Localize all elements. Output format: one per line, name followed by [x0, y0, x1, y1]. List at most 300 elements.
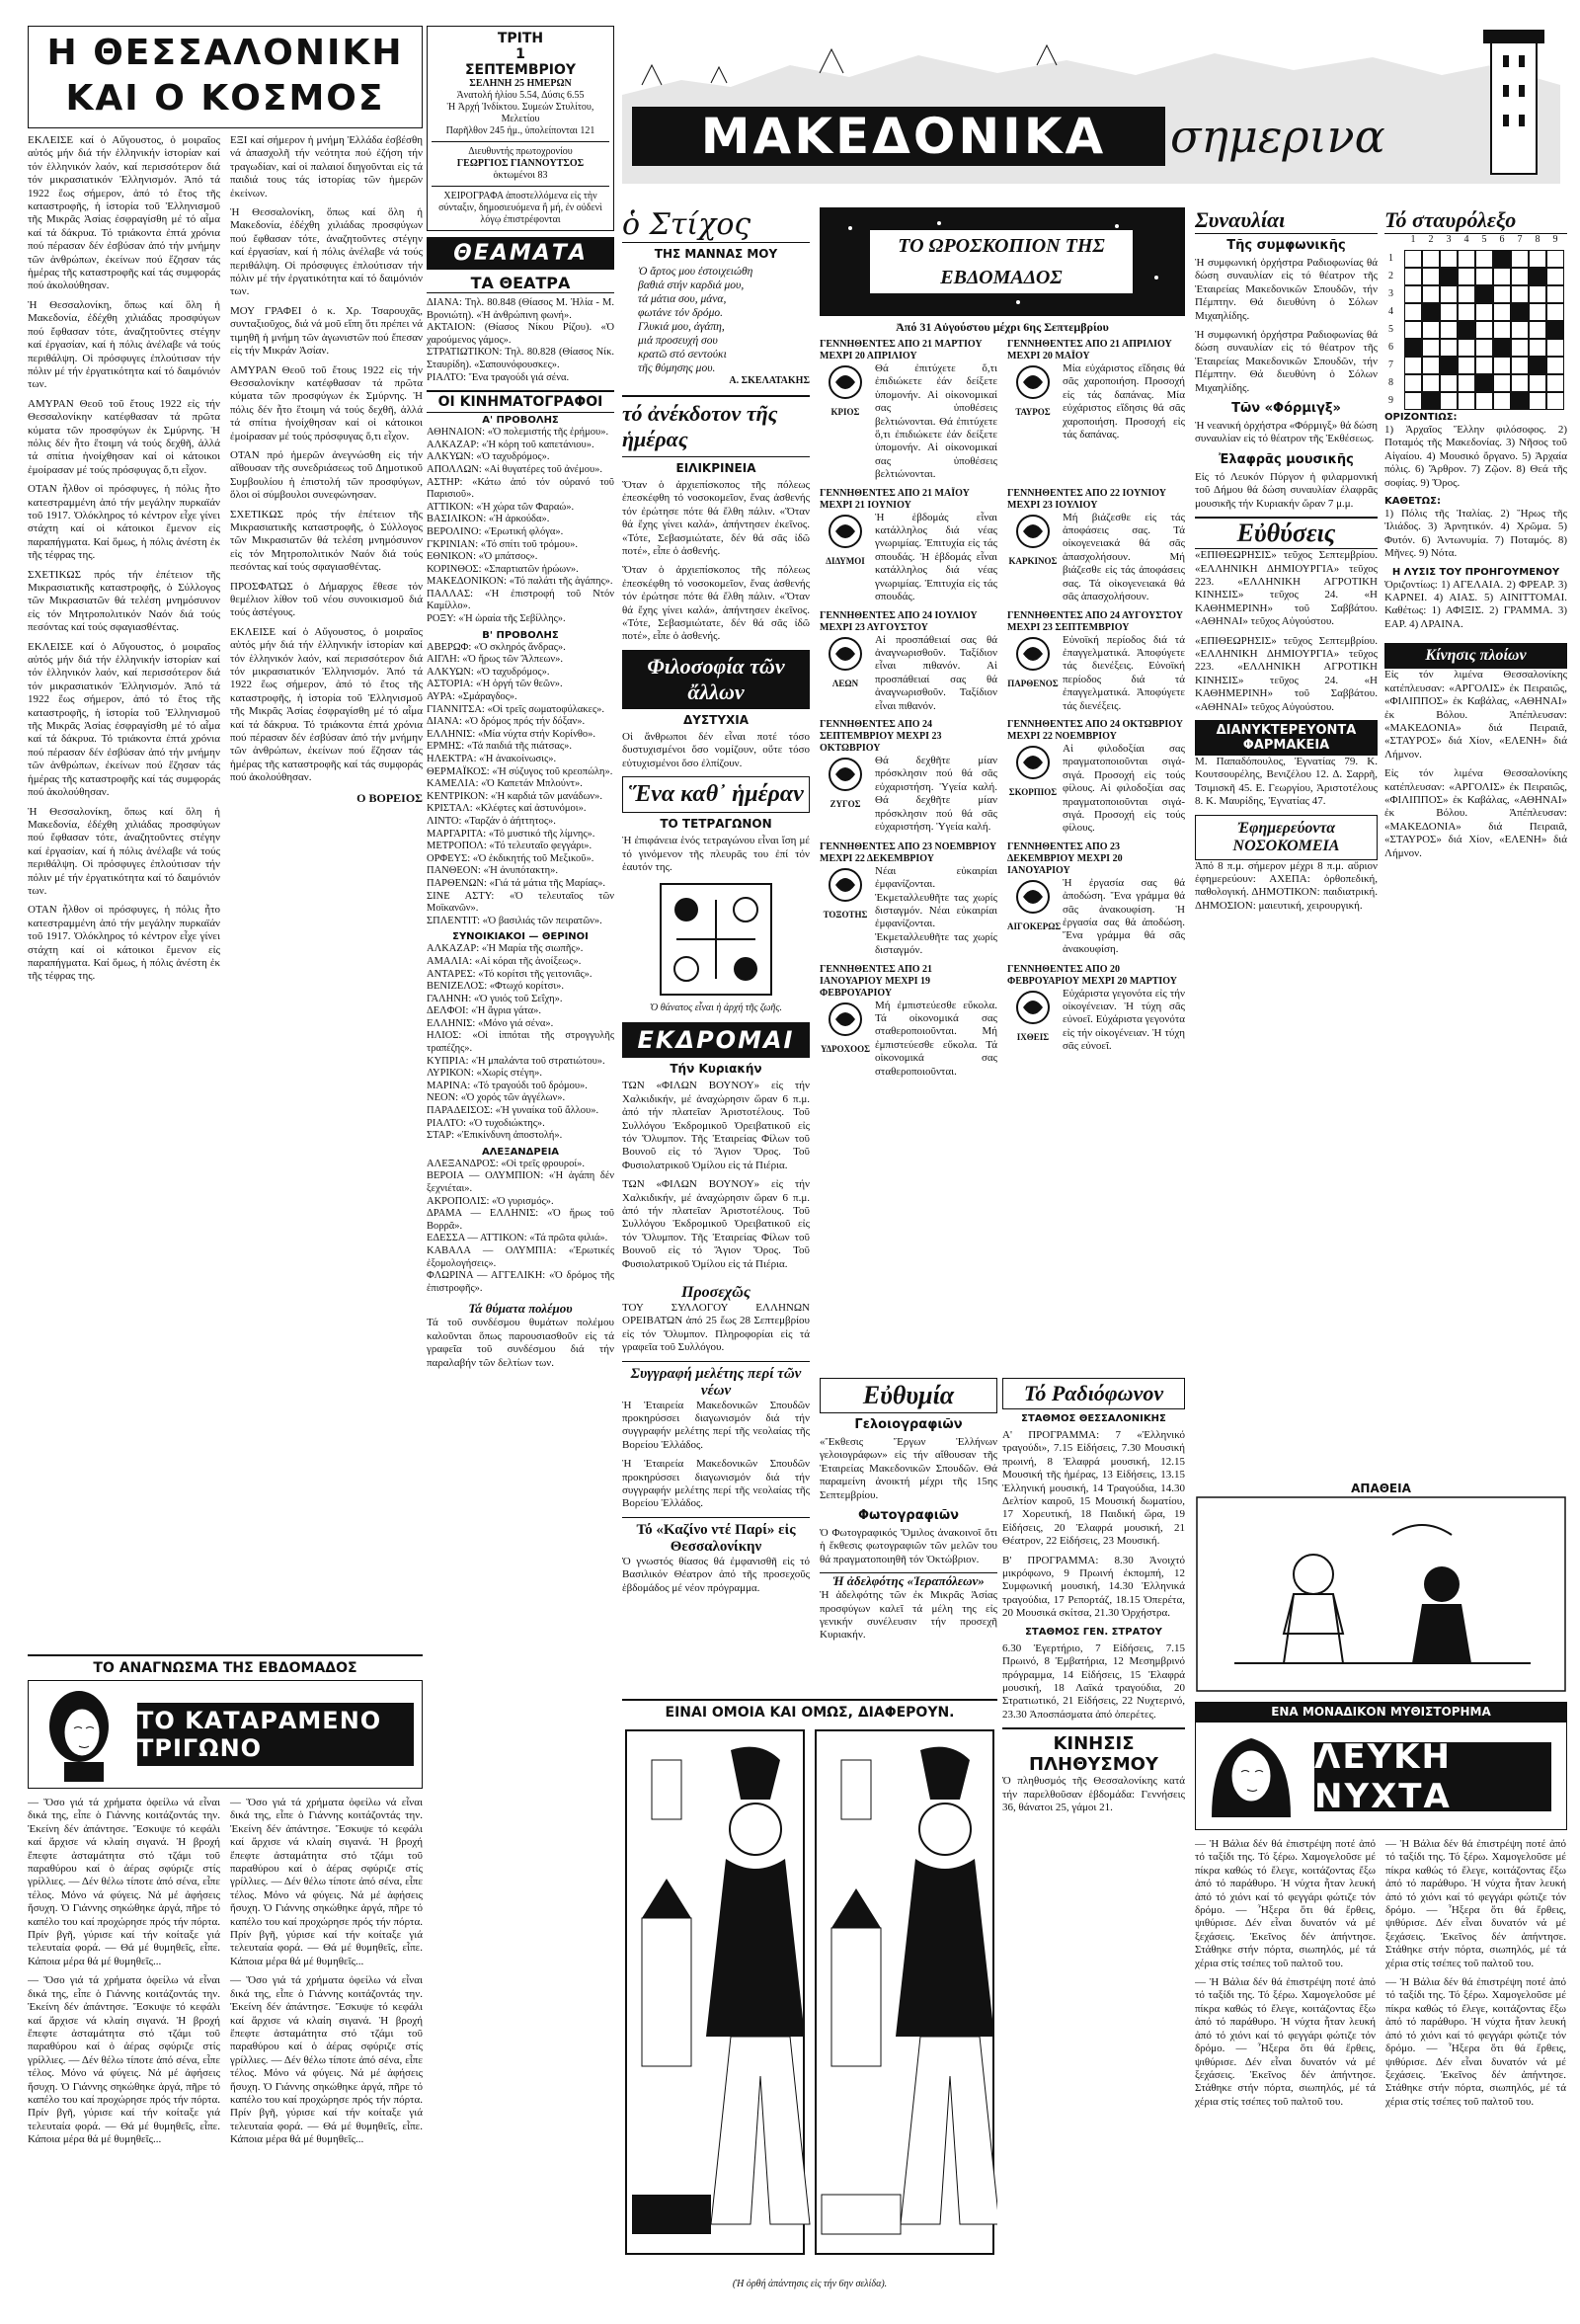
cinema-listing: ΚΡΙΣΤΑΛ: «Κλέφτες καί ἀστυνόμοι». — [427, 803, 587, 815]
radio-program: Β' ΠΡΟΓΡΑΜΜΑ: 8.30 Ἀνοιχτό μικρόφωνο, 9 Πρωινή ἐκπομπή, 12 Συμφωνική μουσική, 14.30 Ἑλληνικά τραγούδια, 17 Ρεπορτάζ, 18.15 Ὀπερέτα, 20 Μουσικά σκίτσα, 21.30 Ὀρχήστρα. — [1002, 1554, 1185, 1620]
date-number: 1 — [515, 46, 525, 62]
crossword-cell[interactable] — [1493, 392, 1511, 410]
front-title-line2: ΚΑΙ Ο ΚΟΣΜΟΣ — [65, 78, 385, 119]
novel-text: — Ἡ Βάλια δέν θά ἐπιστρέψη ποτέ ἀπό τό ταξίδι της. Τό ξέρω. Χαμογελοῦσε μέ πίκρα καθώς τό ἔλεγε, κοιτάζοντας ἔξω ἀπό τό παράθυρο. Ἡ νύχτα ἦταν λευκή ἀπό τό χιόνι καί τό φεγγάρι φώτιζε τόν δρόμο. — Ἦξερα ὅτι θά ἔρθεις, ψιθύρισε. Δέν εἶναι δυνατόν νά μέ ξεχάσεις. Ἐκεῖνος δέν ἀπήντησε. Στάθηκε στήν πόρτα, σιωπηλός, μέ τά χέρια στίς τσέπες τοῦ παλτοῦ του. — [1195, 1838, 1376, 1969]
study-text: Ἡ Ἑταιρεία Μακεδονικῶν Σπουδῶν προκηρύσσει διαγωνισμόν διά τήν συγγραφήν μελέτης περί τῆς νεολαίας τῆς Βορείου Ἑλλάδος. — [622, 1399, 810, 1451]
crossword-column-number: 6 — [1499, 234, 1505, 245]
war-victims-heading: Τά θύματα πολέμου — [468, 1301, 573, 1317]
sign-text: Εὐχάριστα γεγονότα εἰς τήν οἰκογένειαν. Ἡ τύχη σᾶς εὐνοεῖ. Εὐχάριστα γεγονότα εἰς τήν οἰκογένειαν. Ἡ τύχη σᾶς εὐνοεῖ. — [1063, 987, 1185, 1053]
verse-line: φωτάνε τόν δρόμο. — [638, 307, 724, 319]
crossword-row-number: 2 — [1388, 271, 1393, 281]
manuscripts-note: ΧΕΙΡΟΓΡΑΦΑ ἀποστελλόμενα εἰς τὴν σύνταξιν, δημοσιευόμενα ἢ μή, ἐν οὐδενὶ λόγῳ ἐπιστρέφονται — [438, 191, 602, 225]
horoscope-sign — [820, 719, 997, 836]
crossword-cell[interactable] — [1529, 392, 1546, 410]
cinema-listing: ΗΛΕΚΤΡΑ: «Ἡ ἀνακοίνωσις». — [427, 754, 557, 764]
cinemas-local-label: ΣΥΝΟΙΚΙΑΚΟΙ — ΘΕΡΙΝΟΙ — [452, 931, 589, 943]
crossword-column-number: 7 — [1517, 234, 1523, 245]
radio-station-1: ΣΤΑΘΜΟΣ ΘΕΣΣΑΛΟΝΙΚΗΣ — [1021, 1413, 1166, 1424]
cinema-listing: ΑΥΡΑ: «Σμάραγδος». — [427, 691, 517, 703]
horoscope-sign — [820, 339, 997, 482]
crossword-row-number: 7 — [1388, 360, 1393, 370]
crossword-row-number: 4 — [1388, 306, 1393, 317]
crossword-cell[interactable] — [1422, 250, 1440, 268]
cartoon-title: ΕΙΝΑΙ ΟΜΟΙΑ ΚΑΙ ΟΜΩΣ, ΔΙΑΦΕΡΟΥΝ. — [622, 1699, 997, 1721]
ships-text: Εἰς τόν λιμένα Θεσσαλονίκης κατέπλευσαν: «ΑΡΓΟΛΙΣ» ἐκ Πειραιῶς, «ΦΙΛΙΠΠΟΣ» ἐκ Καβάλας, «ΑΘΗΝΑΙ» ἐκ Βόλου. Ἀπέπλευσαν: «ΜΑΚΕΔΟΝΙΑ» διά Πειραιᾶ, «ΣΤΑΥΡΟΣ» διά Χίον, «ΕΛΕΝΗ» διά Λήμνον. — [1384, 669, 1567, 761]
across-heading: ΟΡΙΖΟΝΤΙΩΣ: — [1384, 412, 1458, 423]
crossword-cell[interactable] — [1529, 250, 1546, 268]
crossword-cells — [1404, 250, 1564, 410]
front-paragraph: ΟΤΑΝ ἦλθον οἱ πρόσφυγες, ἡ πόλις ἦτο κατεστραμμένη ἀπό τήν μεγάλην πυρκαϊάν τοῦ 1917. Ὁλόκληρος τό κέντρον εἶχε γίνει στάχτη καί οἱ κάτοικοι ἔμενον εἰς παραπήγματα. Καί ὅμως, ἡ πόλις ἀνέστη ἐκ τῆς τέφρας της. — [28, 904, 220, 983]
zodiac-icon — [1007, 988, 1059, 1054]
saints-info: Ἡ Ἀρχή Ἰνδίκτου. Συμεών Στυλίτου, Μελετίου — [446, 102, 594, 124]
cinemas-heading: ΟΙ ΚΙΝΗΜΑΤΟΓΡΑΦΟΙ — [427, 390, 614, 413]
population-text: Ὁ πληθυσμός τῆς Θεσσαλονίκης κατά τήν παρελθοῦσαν ἑβδομάδα: Γεννήσεις 36, θάνατοι 25, γάμοι 21. — [1002, 1775, 1185, 1813]
verse-line: κρατῶ στό σεντούκι — [638, 349, 727, 361]
serial-title-box — [28, 1680, 423, 1789]
anecdote-text: Ὅταν ὁ ἀρχιεπίσκοπος τῆς πόλεως ἐπεσκέφθη τό νοσοκομεῖον, ἕνας ἀσθενής τόν ἐρώτησε πότε θά ἔλθη πάλιν. «Ὅταν θά ἔχης γίνει καλά», ἀπήντησεν ἐκεῖνος. «Τότε, Σεβασμιώτατε, δέν θά σᾶς ἰδῶ ποτέ», εἶπε ὁ ἀσθενής. — [622, 564, 810, 643]
cinema-listing: ΠΑΡΘΕΝΩΝ: «Γιά τά μάτια τῆς Μαρίας». — [427, 877, 605, 889]
mentions-heading: Εὐθύσεις — [1195, 517, 1378, 549]
crossword-cell[interactable] — [1511, 321, 1529, 339]
crossword-cell[interactable] — [1493, 250, 1511, 268]
radio-heading: Τό Ραδιόφωνον — [1002, 1378, 1185, 1409]
crossword-cell[interactable] — [1511, 285, 1529, 303]
hospitals-text: Ἀπό 8 π.μ. σήμερον μέχρι 8 π.μ. αὔριον ἐφημερεύουν: ΑΧΕΠΑ: ὀρθοπεδική, παθολογική. ΔΗΜΟΤΙΚΟΝ: παιδιατρική. ΔΗΜΟΣΙΟΝ: μαιευτική, χειρουργική. — [1195, 859, 1378, 912]
front-paragraph: ΑΜΥΡΑΝ Θεοῦ τοῦ ἔτους 1922 εἰς τήν Θεσσαλονίκην κατέφθασαν τά πρῶτα κύματα τῶν προσφύγων ἐκ Σμύρνης. Ἡ πόλις δέν ἦτο ἕτοιμη νά τούς δεχθῆ, ἀλλά τά σπίτια ἠνοίχθησαν καί οἱ κάτοικοι ἐμοίρασαν μέ τούς πρόσφυγας ὅ,τι εἶχον. — [28, 397, 220, 476]
cinema-listing: ΑΠΟΛΛΩΝ: «Αἱ θυγατέρες τοῦ ἀνέμου». — [427, 463, 603, 475]
mentions-text: «ΕΠΙΘΕΩΡΗΣΙΣ» τεῦχος Σεπτεμβρίου. «ΕΛΛΗΝΙΚΗ ΔΗΜΙΟΥΡΓΙΑ» τεῦχος 223. «ΕΛΛΗΝΙΚΗ ΑΓΡΟΤΙΚΗ ΚΙΝΗΣΙΣ» τεῦχος 24. «Η ΚΑΘΗΜΕΡΙΝΗ» τοῦ Σαββάτου. «ΑΘΗΝΑΙ» τεῦχος Αὐγούστου. — [1195, 634, 1378, 713]
crossword-cell[interactable] — [1440, 392, 1458, 410]
crossword-cell[interactable] — [1458, 321, 1475, 339]
horoscope-sign — [820, 488, 997, 604]
crossword-cell[interactable] — [1475, 357, 1493, 374]
notices-column — [622, 1284, 810, 1699]
excursions-heading: ΕΚΔΡΟΜΑΙ — [622, 1022, 810, 1058]
radio-section — [1002, 1378, 1185, 1970]
sign-name: ΤΑΥΡΟΣ — [1015, 407, 1051, 417]
cinema-listing: ΑΙΓΛΗ: «Ὁ ἥρως τῶν Ἄλπεων». — [427, 654, 564, 666]
cinema-listing: ΚΑΜΕΛΙΑ: «Ὁ Καπετάν Μπλούντ». — [427, 778, 583, 790]
crossword-cell[interactable] — [1475, 285, 1493, 303]
editor-label: Διευθυντής πρωτοχρονίου — [468, 146, 573, 157]
novel-text: — Ἡ Βάλια δέν θά ἐπιστρέψη ποτέ ἀπό τό ταξίδι της. Τό ξέρω. Χαμογελοῦσε μέ πίκρα καθώς τό ἔλεγε, κοιτάζοντας ἔξω ἀπό τό παράθυρο. Ἡ νύχτα ἦταν λευκή ἀπό τό χιόνι καί τό φεγγάρι φώτιζε τόν δρόμο. — Ἦξερα ὅτι θά ἔρθεις, ψιθύρισε. Δέν εἶναι δυνατόν νά μέ ξεχάσεις. Ἐκεῖνος δέν ἀπήντησε. Στάθηκε στήν πόρτα, σιωπηλός, μέ τά χέρια στίς τσέπες τοῦ παλτοῦ του. — [1385, 1838, 1566, 1969]
cinema-listing: ΜΕΤΡΟΠΟΛ: «Τό τελευταῖο φεγγάρι». — [427, 841, 592, 852]
crossword-cell[interactable] — [1458, 268, 1475, 285]
verse-heading: ὁ Στίχος — [622, 207, 810, 243]
crossword-row-number: 5 — [1388, 324, 1393, 335]
cinema-list — [427, 427, 614, 626]
zodiac-icon — [1007, 362, 1059, 441]
crossword-row-number: 6 — [1388, 342, 1393, 353]
crossword-cell[interactable] — [1458, 339, 1475, 357]
cinema-listing: ΗΛΙΟΣ: «Οἱ ἱππόται τῆς στρογγυλῆς τραπέζης». — [427, 1030, 614, 1055]
sign-text: Εὐνοϊκή περίοδος διά τά ἐπαγγελματικά. Ἀποφύγετε τάς διενέξεις. Εὐνοϊκή περίοδος διά τά ἐπαγγελματικά. Ἀποφύγετε τάς διενέξεις. — [1063, 633, 1185, 712]
cinema-listing: ΑΝΤΑΡΕΣ: «Τό κορίτσι τῆς γειτονιᾶς». — [427, 968, 592, 980]
apathy-title: ΑΠΑΘΕΙΑ — [1351, 1482, 1411, 1495]
study-heading: Συγγραφή μελέτης περί τῶν νέων — [622, 1361, 810, 1400]
crossword-cell[interactable] — [1458, 374, 1475, 392]
sign-dates: ΓΕΝΝΗΘΕΝΤΕΣ ΑΠΟ 23 ΔΕΚΕΜΒΡΙΟΥ ΜΕΧΡΙ 20 ΙΑΝΟΥΑΡΙΟΥ — [1007, 841, 1123, 876]
crossword-cell[interactable] — [1458, 392, 1475, 410]
crossword-cell[interactable] — [1511, 268, 1529, 285]
sign-text: Θά δεχθῆτε μίαν πρόσκλησιν πού θά σᾶς εὐχαριστήση. Ὑγεία καλή. Θά δεχθῆτε μίαν πρόσκλησιν πού θά σᾶς εὐχαριστήση. Ὑγεία καλή. — [875, 754, 997, 833]
crossword-cell[interactable] — [1404, 268, 1422, 285]
theatre-listing: ΔΙΑΝΑ: Τηλ. 80.848 (Θίασος Μ. Ἠλία - Μ. Βρονιώτη). «Ἡ ἀνθρώπινη φωνή». — [427, 297, 614, 321]
sign-dates: ΓΕΝΝΗΘΕΝΤΕΣ ΑΠΟ 21 ΜΑΡΤΙΟΥ ΜΕΧΡΙ 20 ΑΠΡΙΛΙΟΥ — [820, 339, 983, 361]
zodiac-icon — [820, 1000, 871, 1079]
crossword-cell[interactable] — [1422, 303, 1440, 321]
crossword-cell[interactable] — [1511, 357, 1529, 374]
crossword-cell[interactable] — [1475, 321, 1493, 339]
crossword-cell[interactable] — [1475, 339, 1493, 357]
zodiac-icon — [820, 362, 871, 482]
shows-heading: ΘΕΑΜΑΤΑ — [427, 237, 614, 270]
crossword-cell[interactable] — [1529, 268, 1546, 285]
zodiac-icon — [820, 634, 871, 713]
hospitals-heading: Ἐφημερεύοντα ΝΟΣΟΚΟΜΕΙΑ — [1195, 815, 1378, 860]
radio-station-2: ΣΤΑΘΜΟΣ ΓΕΝ. ΣΤΡΑΤΟΥ — [1025, 1626, 1162, 1638]
crossword-cell[interactable] — [1475, 374, 1493, 392]
anecdote-heading: τό ἀνέκδοτον τῆς ἡμέρας — [622, 395, 810, 457]
crossword-cell[interactable] — [1422, 392, 1440, 410]
casino-heading: Τό «Καζίνο ντέ Παρί» εἰς Θεσσαλονίκην — [622, 1517, 810, 1556]
sign-text: Ἡ ἑβδομάς εἶναι κατάλληλος διά νέας γνωριμίας. Ἐπιτυχία εἰς τάς σπουδάς. Ἡ ἑβδομάς εἶναι κατάλληλος διά νέας γνωριμίας. Ἐπιτυχία εἰς τάς σπουδάς. — [875, 511, 997, 603]
ships-heading: Κίνησις πλοίων — [1384, 643, 1567, 669]
crossword-row-numbers — [1388, 250, 1402, 410]
euthymia-heading: Εὐθυμία — [820, 1378, 997, 1413]
photo-text: Ὁ Φωτογραφικός Ὅμιλος ἀνακοινοῖ ὅτι ἡ ἔκθεσις φωτογραφιῶν τῶν μελῶν του θά πραγματοποιηθῆ τόν Ὀκτώβριον. — [820, 1527, 997, 1565]
date-box — [427, 26, 614, 231]
crossword-cell[interactable] — [1422, 268, 1440, 285]
cinema-listing: ΡΟΞΥ: «Ἡ ὡραία τῆς Σεβίλλης». — [427, 613, 566, 625]
serial-text: — Ὅσο γιά τά χρήματα ὀφείλω νά εἶναι δικά της, εἶπε ὁ Γιάννης κοιτάζοντάς την. Ἐκείνη δέν ἀπάντησε. Ἔσκυψε τό κεφάλι καί ἄρχισε νά κλαίη σιγανά. Ἡ βροχή ἔπεφτε ἀσταμάτητα στό τζάμι τοῦ παραθύρου καί ὁ ἀέρας σφύριζε στίς γρίλλιες. — Δέν θέλω τίποτε ἀπό σένα, εἶπε τέλος. Μόνο νά φύγεις. Νά μέ ἀφήσεις ἥσυχη. Ὁ Γιάννης σηκώθηκε ἀργά, πῆρε τό καπέλο του καί προχώρησε πρός τήν πόρτα. Πρίν βγῆ, γύρισε καί τήν κοίταξε γιά τελευταία φορά. — Θά μέ θυμηθεῖς, εἶπε. Κάποια μέρα θά μέ θυμηθεῖς... — [230, 1974, 423, 2146]
crossword-cell[interactable] — [1529, 303, 1546, 321]
cinema-list — [427, 943, 614, 1143]
cinema-listing: ΑΛΚΑΖΑΡ: «Ἡ Μαρία τῆς σιωπῆς». — [427, 943, 584, 955]
solution-text: Ὁριζοντίως: 1) ΑΓΕΛΑΙΑ. 2) ΦΡΕΑΡ. 3) ΚΑΡΝΕΙ. 4) ΑΙΑΣ. 5) ΑΙΝΙΤΤΟΜΑΙ. Καθέτως: 1) ΑΦΙΞΙΣ. 2) ΓΡΑΜΜΑ. 3) ΕΑΡ. 4) ΛΡΑΙΝΑ. — [1384, 578, 1567, 630]
crossword-cell[interactable] — [1529, 321, 1546, 339]
cinema-listing: ΚΕΝΤΡΙΚΟΝ: «Ἡ καρδιά τῶν μανάδων». — [427, 790, 602, 802]
crossword-cell[interactable] — [1546, 285, 1564, 303]
crossword-cell[interactable] — [1475, 250, 1493, 268]
crossword-cell[interactable] — [1422, 357, 1440, 374]
sign-text: Νέαι εὐκαιρίαι ἐμφανίζονται. Ἐκμεταλλευθῆτε τας χωρίς δισταγμόν. Νέαι εὐκαιρίαι ἐμφανίζονται. Ἐκμεταλλευθῆτε τας χωρίς δισταγμόν. — [875, 864, 997, 957]
verse-line: τά μάτια σου, μάνα, — [638, 293, 727, 305]
crossword-cell[interactable] — [1404, 357, 1422, 374]
crossword-cell[interactable] — [1546, 303, 1564, 321]
serial-title: ΤΟ ΚΑΤΑΡΑΜΕΝΟ ΤΡΙΓΩΝΟ — [137, 1703, 414, 1766]
crossword-cell[interactable] — [1546, 357, 1564, 374]
front-paragraph: Ἡ Θεσσαλονίκη, ὅπως καί ὅλη ἡ Μακεδονία, ἐδέχθη χιλιάδας προσφύγων πού ἔφθασαν τότε, ἀναζητοῦντες στέγην καί ἐργασίαν, καί ἡ πόλις ἀνέλαβε νά τούς περιθάλψη. Οἱ πρόσφυγες ἐπλούτισαν τήν πόλιν μέ τήν ἐργατικότητα καί τό δαιμόνιόν των. — [28, 298, 220, 391]
front-paragraph: ΣΧΕΤΙΚΩΣ πρός τήν ἐπέτειον τῆς Μικρασιατικῆς καταστροφῆς, ὁ Σύλλογος τῶν Μικρασιατῶν θά τελέση μνημόσυνον εἰς τόν Μητροπολιτικόν Ναόν διά τούς πεσόντας καί τούς σφαγιασθέντας. — [230, 508, 423, 574]
sign-name: ΚΡΙΟΣ — [830, 407, 860, 417]
cinema-listing: ΓΙΑΝΝΙΤΣΑ: «Οἱ τρεῖς σωματοφύλακες». — [427, 703, 604, 715]
crossword-cell[interactable] — [1529, 357, 1546, 374]
crossword-cell[interactable] — [1440, 339, 1458, 357]
sign-name: ΠΑΡΘΕΝΟΣ — [1007, 678, 1059, 688]
cinema-listing: ΕΡΜΗΣ: «Τά παιδιά τῆς πιάτσας». — [427, 741, 572, 753]
region-listing: ΒΕΡΟΙΑ — ΟΛΥΜΠΙΟΝ: «Ἡ ἀγάπη δέν ξεχνιέται». — [427, 1170, 614, 1194]
cinema-list — [427, 642, 614, 928]
crossword-cell[interactable] — [1475, 303, 1493, 321]
region-listing: ΑΚΡΟΠΟΛΙΣ: «Ὁ γυρισμός». — [427, 1195, 554, 1207]
sign-name: ΤΟΞΟΤΗΣ — [823, 909, 868, 920]
mentions-text: «ΕΠΙΘΕΩΡΗΣΙΣ» τεῦχος Σεπτεμβρίου. «ΕΛΛΗΝΙΚΗ ΔΗΜΙΟΥΡΓΙΑ» τεῦχος 223. «ΕΛΛΗΝΙΚΗ ΑΓΡΟΤΙΚΗ ΚΙΝΗΣΙΣ» τεῦχος 24. «Η ΚΑΘΗΜΕΡΙΝΗ» τοῦ Σαββάτου. «ΑΘΗΝΑΙ» τεῦχος Αὐγούστου. — [1195, 549, 1378, 628]
crossword-cell[interactable] — [1511, 392, 1529, 410]
excursions-text: ΤΩΝ «ΦΙΛΩΝ ΒΟΥΝΟΥ» εἰς τήν Χαλκιδικήν, μέ ἀναχώρησιν ὥραν 6 π.μ. ἀπό τήν πλατεῖαν Ἀριστοτέλους. Τοῦ Συλλόγου Ἐκδρομικοῦ Ὁρειβατικοῦ εἰς τόν Ὄλυμπον. Τῆς Ἐταιρείας Φίλων τοῦ Βουνοῦ εἰς τό Ἅγιον Ὄρος. Τοῦ Φυσιολατρικοῦ Ὁμίλου εἰς τά Πιέρια. — [622, 1178, 810, 1270]
crossword-row-number: 1 — [1388, 253, 1393, 264]
radio-program: Α' ΠΡΟΓΡΑΜΜΑ: 7 «Ἑλληνικό τραγούδι», 7.15 Εἰδήσεις, 7.30 Μουσική πρωινή, 8 Ἐλαφρά μουσική, 12.15 Μουσική τῆς ἡμέρας, 13 Εἰδήσεις, 13.15 Ἑλληνική μουσική, 14 Τραγούδια, 14.30 Δελτίον καιροῦ, 15 Μουσική δωματίου, 17 Χορευτική, 18 Παιδική ὥρα, 19 Εἰδήσεις, 20 Ἐλαφρά μουσική, 21 Θέατρον, 22 Εἰδήσεις, 23 Μουσική. — [1002, 1429, 1185, 1548]
verse-line: βαθιά στήν καρδιά μου, — [638, 280, 745, 291]
woman-portrait-illustration — [35, 1687, 123, 1782]
crossword-cell[interactable] — [1475, 268, 1493, 285]
crossword-cell[interactable] — [1511, 250, 1529, 268]
excursions-sub: Τήν Κυριακήν — [670, 1062, 762, 1077]
theatre-list — [427, 297, 614, 384]
cinema-listing: ΓΚΡΙΝΙΑΝ: «Τό σπίτι τοῦ τρόμου». — [427, 538, 579, 550]
philosophy-title: ΔΥΣΤΥΧΙΑ — [682, 712, 750, 727]
daily-heading: Ἕνα καθ᾽ ἡμέραν — [622, 776, 810, 813]
horoscope-title: ΤΟ ΩΡΟΣΚΟΠΙΟΝ ΤΗΣ ΕΒΔΟΜΑΔΟΣ — [898, 235, 1105, 288]
crossword-cell[interactable] — [1529, 374, 1546, 392]
front-title-box — [28, 26, 423, 128]
population-heading: ΚΙΝΗΣΙΣ ΠΛΗΘΥΣΜΟΥ — [1002, 1727, 1185, 1775]
front-paragraph: ΟΤΑΝ πρό ἡμερῶν ἀνεγνώσθη εἰς τήν αἴθουσαν τῆς συνεδριάσεως τοῦ Δημοτικοῦ Συμβουλίου ἡ ἐπιστολή τῶν προσφύγων, ὅλοι οἱ σύμβουλοι συνεφώνησαν. — [230, 448, 423, 502]
region-listing: ΕΔΕΣΣΑ — ΑΤΤΙΚΟΝ: «Τά πρῶτα φιλιά». — [427, 1233, 608, 1244]
upcoming-text: ΤΟΥ ΣΥΛΛΟΓΟΥ ΕΛΛΗΝΩΝ ΟΡΕΙΒΑΤΩΝ ἀπό 25 ἕως 28 Σεπτεμβρίου εἰς τόν Ὄλυμπον. Πληροφορίαι εἰς τά γραφεῖα τοῦ Συλλόγου. — [622, 1302, 810, 1354]
cinema-listing: ΕΘΝΙΚΟΝ: «Ὁ μπάτσος». — [427, 551, 538, 563]
horoscope-sign — [1007, 339, 1185, 482]
cinema-listing: ΑΘΗΝΑΙΟΝ: «Ὁ πολεμιστής τῆς ἐρήμου». — [427, 427, 609, 439]
crossword-cell[interactable] — [1440, 357, 1458, 374]
cinema-listing: ΛΥΡΙΚΟΝ: «Χωρίς στέγη». — [427, 1068, 543, 1080]
cinema-listing: ΜΑΚΕΔΟΝΙΚΟΝ: «Τό παλάτι τῆς ἀγάπης». — [427, 576, 613, 588]
philosophy-text: Οἱ ἄνθρωποι δέν εἶναι ποτέ τόσο δυστυχισμένοι ὅσο νομίζουν, οὔτε τόσο εὐτυχισμένοι ὅσο ἐλπίζουν. — [622, 730, 810, 769]
sign-text: Ἡ ἐργασία σας θά ἀποδώση. Ἕνα γράμμα θά σᾶς ἀνακουφίση. Ἡ ἐργασία σας θά ἀποδώση. Ἕνα γράμμα θά σᾶς ἀνακουφίση. — [1063, 876, 1185, 955]
editor-name: ΓΕΩΡΓΙΟΣ ΓΙΑΝΝΟΥΤΣΟΣ — [456, 158, 585, 169]
crossword-cell[interactable] — [1440, 374, 1458, 392]
zodiac-icon — [820, 512, 871, 604]
crossword-cell[interactable] — [1440, 268, 1458, 285]
novel-text: — Ἡ Βάλια δέν θά ἐπιστρέψη ποτέ ἀπό τό ταξίδι της. Τό ξέρω. Χαμογελοῦσε μέ πίκρα καθώς τό ἔλεγε, κοιτάζοντας ἔξω ἀπό τό παράθυρο. Ἡ νύχτα ἦταν λευκή ἀπό τό χιόνι καί τό φεγγάρι φώτιζε τόν δρόμο. — Ἦξερα ὅτι θά ἔρθεις, ψιθύρισε. Δέν εἶναι δυνατόν νά μέ ξεχάσεις. Ἐκεῖνος δέν ἀπήντησε. Στάθηκε στήν πόρτα, σιωπηλός, μέ τά χέρια στίς τσέπες τοῦ παλτοῦ του. — [1385, 1976, 1566, 2108]
sign-dates: ΓΕΝΝΗΘΕΝΤΕΣ ΑΠΟ 24 ΙΟΥΛΙΟΥ ΜΕΧΡΙ 23 ΑΥΓΟΥΣΤΟΥ — [820, 609, 978, 633]
crossword-cell[interactable] — [1440, 285, 1458, 303]
zodiac-icon — [1007, 743, 1059, 836]
crossword-cell[interactable] — [1546, 321, 1564, 339]
crossword-cell[interactable] — [1440, 321, 1458, 339]
crossword-cell[interactable] — [1511, 339, 1529, 357]
forminx-heading: Τῶν «Φόρμιγξ» — [1231, 401, 1341, 417]
cinema-listing: ΜΑΡΓΑΡΙΤΑ: «Τό μυστικό τῆς λίμνης». — [427, 828, 595, 840]
cinema-listing: ΛΙΝΤΟ: «Ταρζάν ὁ ἀήττητος». — [427, 815, 556, 827]
cinema-listing: ΒΕΝΙΖΕΛΟΣ: «Φτωχό κορίτσι». — [427, 981, 565, 993]
light-music-heading: Ἐλαφρᾶς μουσικῆς — [1219, 451, 1354, 467]
front-signature: Ο ΒΟΡΕΙΟΣ — [356, 790, 423, 805]
cinema-listing: ΒΕΡΟΛΙΝΟ: «Ἑρωτική φλόγα». — [427, 525, 564, 537]
crossword-column-number: 5 — [1481, 234, 1487, 245]
crossword-cell[interactable] — [1404, 392, 1422, 410]
date-month: ΣΕΠΤΕΜΒΡΙΟΥ — [464, 62, 577, 78]
crossword-cell[interactable] — [1404, 374, 1422, 392]
crossword-cell[interactable] — [1404, 285, 1422, 303]
crossword-cell[interactable] — [1404, 339, 1422, 357]
crossword-cell[interactable] — [1546, 250, 1564, 268]
euthymia-text: «Ἔκθεσις Ἔργων Ἑλλήνων γελοιογράφων» εἰς τήν αἴθουσαν τῆς Ἑταιρείας Μακεδονικῶν Σπουδῶν. Θά παραμείνη ἀνοικτή μέχρι τῆς 15ης Σεπτεμβρίου. — [820, 1436, 997, 1501]
sign-text: Μή βιάζεσθε εἰς τάς ἀποφάσεις σας. Τά οἰκογενειακά θά σᾶς ἀπασχολήσουν. Μή βιάζεσθε εἰς τάς ἀποφάσεις σας. Τά οἰκογενειακά θά σᾶς ἀπασχολήσουν. — [1063, 511, 1185, 603]
crossword-cell[interactable] — [1493, 268, 1511, 285]
crossword-cell[interactable] — [1422, 321, 1440, 339]
pharmacies-text: Μ. Παπαδόπουλος, Ἐγνατίας 79. Κ. Κουτσουρέλης, Βενιζέλου 12. Δ. Σαρρῆ, Τσιμισκῆ 45. Ε. Γεωργίου, Ἀριστοτέλους 8. Κ. Μαυρίδης, Ἐγνατίας 47. — [1195, 755, 1378, 808]
crossword-cell[interactable] — [1458, 357, 1475, 374]
horoscope-sign — [1007, 719, 1185, 836]
region-listing: ΦΛΩΡΙΝΑ — ΑΓΓΕΛΙΚΗ: «Ὁ δρόμος τῆς ἐπιστροφῆς». — [427, 1270, 614, 1294]
front-paragraph: Ἡ Θεσσαλονίκη, ὅπως καί ὅλη ἡ Μακεδονία, ἐδέχθη χιλιάδας προσφύγων πού ἔφθασαν τότε, ἀναζητοῦντες στέγην καί ἐργασίαν, καί ἡ πόλις ἀνέλαβε νά τούς περιθάλψη. Οἱ πρόσφυγες ἐπλούτισαν τήν πόλιν μέ τήν ἐργατικότητα καί τό δαιμόνιόν των. — [230, 206, 423, 298]
sign-name: ΣΚΟΡΠΙΟΣ — [1008, 786, 1058, 797]
photo-heading: Φωτογραφιῶν — [857, 1508, 960, 1524]
crossword-cell[interactable] — [1458, 285, 1475, 303]
crossword-cell[interactable] — [1422, 374, 1440, 392]
crossword-cell[interactable] — [1493, 285, 1511, 303]
cinema-listing: ΑΒΕΡΩΦ: «Ὁ σκληρός ἄνδρας». — [427, 641, 566, 653]
horoscope-section — [820, 207, 1185, 1373]
down-clues: 1) Πόλις τῆς Ἰταλίας. 2) Ἥρως τῆς Ἰλιάδος. 3) Ἀρνητικόν. 4) Χρῶμα. 5) Φυτόν. 6) Ἀντωνυμία. 7) Ποταμός. 8) Μῆνες. 9) Νότα. — [1384, 508, 1567, 560]
sun-info: Ἀνατολή ἡλίου 5.54, Δύσις 6.55 — [456, 90, 585, 101]
crossword-cell[interactable] — [1493, 357, 1511, 374]
crossword-cell[interactable] — [1493, 374, 1511, 392]
front-paragraph: ΜΟΥ ΓΡΑΦΕΙ ὁ κ. Χρ. Τσαρουχᾶς, συνταξιοῦχος, διά νά μοῦ εἴπη ὅτι πρέπει νά τιμηθῆ ἡ μνήμη τῶν ἀγωνιστῶν πού ἔπεσαν εἰς τήν Μικράν Ἀσίαν. — [230, 304, 423, 358]
zodiac-icon — [1007, 877, 1062, 956]
cinema-listing: ΝΕΟΝ: «Ὁ χορός τῶν ἀγγέλων». — [427, 1092, 566, 1104]
cinema-listing: ΑΛΚΥΩΝ: «Ὁ ταχυδρόμος». — [427, 451, 550, 463]
crossword-cell[interactable] — [1546, 268, 1564, 285]
crossword-row-number: 9 — [1388, 395, 1393, 406]
cinema-listing: ΠΑΝΘΕΟΝ: «Ἡ ἀνυπότακτη». — [427, 865, 558, 877]
pharmacies-heading: ΔΙΑΝΥΚΤΕΡΕΥΟΝΤΑ ΦΑΡΜΑΚΕΙΑ — [1195, 720, 1378, 756]
war-victims-text: Τά τοῦ συνδέσμου θυμάτων πολέμου καλοῦνται ὅπως παρουσιασθοῦν εἰς τά γραφεῖα τοῦ συνδέσμου διά τήν παραλαβήν τῶν δελτίων των. — [427, 1317, 614, 1369]
regions-list — [427, 1159, 614, 1296]
cinema-listing: ΑΣΤΟΡΙΑ: «Ἡ ὀργή τῶν θεῶν». — [427, 679, 563, 690]
crossword-column-number: 8 — [1535, 234, 1540, 245]
crossword-cell[interactable] — [1546, 339, 1564, 357]
cinema-listing: ΔΕΛΦΟΙ: «Ἡ ἄγρια γάτα». — [427, 1005, 542, 1017]
crossword-column-number: 4 — [1463, 234, 1469, 245]
serial-text: — Ὅσο γιά τά χρήματα ὀφείλω νά εἶναι δικά της, εἶπε ὁ Γιάννης κοιτάζοντάς την. Ἐκείνη δέν ἀπάντησε. Ἔσκυψε τό κεφάλι καί ἄρχισε νά κλαίη σιγανά. Ἡ βροχή ἔπεφτε ἀσταμάτητα στό τζάμι τοῦ παραθύρου καί ὁ ἀέρας σφύριζε στίς γρίλλιες. — Δέν θέλω τίποτε ἀπό σένα, εἶπε τέλος. Μόνο νά φύγεις. Νά μέ ἀφήσεις ἥσυχη. Ὁ Γιάννης σηκώθηκε ἀργά, πῆρε τό καπέλο του καί προχώρησε πρός τήν πόρτα. Πρίν βγῆ, γύρισε καί τήν κοίταξε γιά τελευταία φορά. — Θά μέ θυμηθεῖς, εἶπε. Κάποια μέρα θά μέ θυμηθεῖς... — [230, 1797, 423, 1967]
crossword-cell[interactable] — [1546, 392, 1564, 410]
front-article-left — [28, 134, 220, 990]
crossword-cell[interactable] — [1529, 285, 1546, 303]
cinema-listing: ΔΙΑΝΑ: «Ὁ δρόμος πρός τήν δόξαν». — [427, 716, 586, 728]
sign-text: Θά ἐπιτύχετε ὅ,τι ἐπιδιώκετε ἐάν δείξετε ὑπομονήν. Αἱ οἰκονομικαί σας ὑποθέσεις βελτιώνονται. Θά ἐπιτύχετε ὅ,τι ἐπιδιώκετε ἐάν δείξετε ὑπομονήν. Αἱ οἰκονομικαί σας ὑποθέσεις βελτιώνονται. — [875, 362, 997, 481]
serial-text: — Ὅσο γιά τά χρήματα ὀφείλω νά εἶναι δικά της, εἶπε ὁ Γιάννης κοιτάζοντάς την. Ἐκείνη δέν ἀπάντησε. Ἔσκυψε τό κεφάλι καί ἄρχισε νά κλαίη σιγανά. Ἡ βροχή ἔπεφτε ἀσταμάτητα στό τζάμι τοῦ παραθύρου καί ὁ ἀέρας σφύριζε στίς γρίλλιες. — Δέν θέλω τίποτε ἀπό σένα, εἶπε τέλος. Μόνο νά φύγεις. Νά μέ ἀφήσεις ἥσυχη. Ὁ Γιάννης σηκώθηκε ἀργά, πῆρε τό καπέλο του καί προχώρησε πρός τήν πόρτα. Πρίν βγῆ, γύρισε καί τήν κοίταξε γιά τελευταία φορά. — Θά μέ θυμηθεῖς, εἶπε. Κάποια μέρα θά μέ θυμηθεῖς... — [28, 1974, 220, 2146]
sign-text: Μή ἐμπιστεύεσθε εὔκολα. Τά οἰκονομικά σας σταθεροποιοῦνται. Μή ἐμπιστεύεσθε εὔκολα. Τά οἰκονομικά σας σταθεροποιοῦνται. — [875, 999, 997, 1078]
verse-line: Ὁ ἄρτος μου ἐστοιχειώθη — [638, 266, 753, 278]
crossword-cell[interactable] — [1529, 339, 1546, 357]
cinema-listing: ΑΣΤΗΡ: «Κάτω ἀπό τόν οὐρανό τοῦ Παρισιοῦ». — [427, 476, 614, 501]
crossword-cell[interactable] — [1475, 392, 1493, 410]
crossword-grid — [1384, 234, 1567, 412]
crossword-cell[interactable] — [1546, 374, 1564, 392]
crossword-cell[interactable] — [1493, 303, 1511, 321]
novel-title: ΛΕΥΚΗ ΝΥΧΤΑ — [1314, 1742, 1551, 1811]
sign-name: ΛΕΩΝ — [831, 678, 859, 688]
concerts-text: Ἡ συμφωνική ὀρχήστρα Ραδιοφωνίας θά δώση συναυλίαν εἰς τό θέατρον τῆς Ἑταιρείας Μακεδονικῶν Σπουδῶν, τήν Πέμπτην. Θά διευθύνη ὁ Σόλων Μιχαηλίδης. — [1195, 257, 1378, 322]
zodiac-icon — [1007, 634, 1059, 713]
crossword-cell[interactable] — [1440, 250, 1458, 268]
zodiac-icon — [820, 865, 871, 958]
sign-name: ΚΑΡΚΙΝΟΣ — [1008, 555, 1058, 566]
square-puzzle-illustration — [657, 880, 775, 999]
cinema-listing: ΘΕΡΜΑΪΚΟΣ: «Ἡ σύζυγος τοῦ κρεοπώλη». — [427, 765, 613, 777]
excursions-text: ΤΩΝ «ΦΙΛΩΝ ΒΟΥΝΟΥ» εἰς τήν Χαλκιδικήν, μέ ἀναχώρησιν ὥραν 6 π.μ. ἀπό τήν πλατεῖαν Ἀριστοτέλους. Τοῦ Συλλόγου Ἐκδρομικοῦ Ὁρειβατικοῦ εἰς τόν Ὄλυμπον. Τῆς Ἐταιρείας Φίλων τοῦ Βουνοῦ εἰς τό Ἅγιον Ὄρος. Τοῦ Φυσιολατρικοῦ Ὁμίλου εἰς τά Πιέρια. — [622, 1080, 810, 1171]
moon-info: ΣΕΛΗΝΗ 25 ΗΜΕΡΩΝ — [469, 78, 572, 89]
crossword-cell[interactable] — [1404, 250, 1422, 268]
region-listing: ΑΛΕΞΑΝΔΡΟΣ: «Οἱ τρεῖς φρουροί». — [427, 1158, 586, 1169]
crossword-cell[interactable] — [1422, 285, 1440, 303]
front-paragraph: ΣΧΕΤΙΚΩΣ πρός τήν ἐπέτειον τῆς Μικρασιατικῆς καταστροφῆς, ὁ Σύλλογος τῶν Μικρασιατῶν θά τελέση μνημόσυνον εἰς τόν Μητροπολιτικόν Ναόν διά τούς πεσόντας καί τούς σφαγιασθέντας. — [28, 568, 220, 634]
front-paragraph: ΠΡΟΣΦΑΤΩΣ ὁ Δήμαρχος ἔθεσε τόν θεμέλιον λίθον τοῦ νέου συνοικισμοῦ διά τούς ἀστέγους. — [230, 580, 423, 619]
apathy-cartoon — [1195, 1495, 1567, 1693]
sign-dates: ΓΕΝΝΗΘΕΝΤΕΣ ΑΠΟ 24 ΣΕΠΤΕΜΒΡΙΟΥ ΜΕΧΡΙ 23 ΟΚΤΩΒΡΙΟΥ — [820, 718, 942, 754]
sign-dates: ΓΕΝΝΗΘΕΝΤΕΣ ΑΠΟ 24 ΑΥΓΟΥΣΤΟΥ ΜΕΧΡΙ 23 ΣΕΠΤΕΜΒΡΙΟΥ — [1007, 609, 1184, 633]
poem-column — [622, 207, 810, 1284]
horoscope-sign — [820, 610, 997, 713]
crossword-cell[interactable] — [1458, 303, 1475, 321]
sign-text: Αἱ φιλοδοξίαι σας πραγματοποιοῦνται σιγά-σιγά. Προσοχή εἰς τούς φίλους. Αἱ φιλοδοξίαι σας πραγματοποιοῦνται σιγά-σιγά. Προσοχή εἰς τούς φίλους. — [1063, 742, 1185, 835]
theatre-listing: ΡΙΑΛΤΟ: Ἕνα τραγούδι γιά σένα. — [427, 371, 570, 383]
sign-text: Μία εὐχάριστος εἴδησις θά σᾶς χαροποιήση. Προσοχή εἰς τάς δαπάνας. Μία εὐχάριστος εἴδησις θά σᾶς χαροποιήση. Προσοχή εἰς τάς δαπάνας. — [1063, 362, 1185, 441]
brotherhood-heading: Ἡ ἀδελφότης «Ἱεραπόλεων» — [820, 1572, 997, 1589]
sign-dates: ΓΕΝΝΗΘΕΝΤΕΣ ΑΠΟ 21 ΜΑΪΟΥ ΜΕΧΡΙ 21 ΙΟΥΝΙΟΥ — [820, 487, 970, 511]
verse-author: Α. ΣΚΕΛΑΤΑΚΗΣ — [729, 375, 810, 386]
crossword-column-number: 9 — [1552, 234, 1558, 245]
crossword-cell[interactable] — [1404, 303, 1422, 321]
euthymia-sub: Γελοιογραφιῶν — [854, 1417, 963, 1432]
horoscope-sign — [1007, 841, 1185, 958]
days-info: Παρῆλθον 245 ἡμ., ὑπολείπονται 121 — [445, 125, 595, 136]
crossword-cell[interactable] — [1458, 250, 1475, 268]
crossword-cell[interactable] — [1511, 374, 1529, 392]
front-paragraph: ΕΚΛΕΙΣΕ καί ὁ Αὔγουστος, ὁ μοιραῖος αὐτός μήν διά τήν ἑλληνικήν ἱστορίαν καί τόν ἑλληνικόν λαόν, καί περισσότερον διά τόν μικρασιατικόν Ἑλληνισμόν. Ἀπό τά 1922 ἕως σήμερον, ἀπό τό ἔτος τῆς καταστροφῆς, ἡ ἱστορία τοῦ Ἑλληνισμοῦ τῆς Μικρᾶς Ἀσίας ἐσφραγίσθη μέ τό αἷμα καί τά δάκρυα. Τό τριάκοντα ἐπτά χρόνια πού πέρασαν δέν ἐσβύσαν ἀπό τήν μνήμην τῶν ἀνθρώπων, ἐκείνων πού ἔζησαν τάς ἡμέρας τῆς καταστροφῆς καί τάς συμφοράς πού ἀκολούθησαν. — [28, 640, 220, 799]
sign-name: ΖΥΓΟΣ — [830, 798, 861, 809]
cinema-listing: ΣΠΛΕΝΤΙΤ: «Ὁ βασιλιάς τῶν πειρατῶν». — [427, 915, 602, 926]
cinema-listing: ΒΑΣΙΛΙΚΟΝ: «Ἡ ἀρκούδα». — [427, 514, 550, 525]
crossword-cell[interactable] — [1440, 303, 1458, 321]
study-text: Ἡ Ἑταιρεία Μακεδονικῶν Σπουδῶν προκηρύσσει διαγωνισμόν διά τήν συγγραφήν μελέτης περί τῆς νεολαίας τῆς Βορείου Ἑλλάδος. — [622, 1458, 810, 1510]
horoscope-sign — [1007, 964, 1185, 1079]
phone: ὁκτωμένοι 83 — [493, 170, 548, 181]
spot-the-difference-cartoon — [622, 1721, 997, 2274]
cinema-listing: ΑΜΑΛΙΑ: «Αἱ κόραι τῆς ἀνοίξεως». — [427, 955, 582, 967]
concerts-heading: Συναυλίαι — [1195, 207, 1378, 234]
novel-text: — Ἡ Βάλια δέν θά ἐπιστρέψη ποτέ ἀπό τό ταξίδι της. Τό ξέρω. Χαμογελοῦσε μέ πίκρα καθώς τό ἔλεγε, κοιτάζοντας ἔξω ἀπό τό παράθυρο. Ἡ νύχτα ἦταν λευκή ἀπό τό χιόνι καί τό φεγγάρι φώτιζε τόν δρόμο. — Ἦξερα ὅτι θά ἔρθεις, ψιθύρισε. Δέν εἶναι δυνατόν νά μέ ξεχάσεις. Ἐκεῖνος δέν ἀπήντησε. Στάθηκε στήν πόρτα, σιωπηλός, μέ τά χέρια στίς τσέπες τοῦ παλτοῦ του. — [1195, 1976, 1376, 2108]
crossword-cell[interactable] — [1493, 321, 1511, 339]
daily-title: ΤΟ ΤΕΤΡΑΓΩΝΟΝ — [660, 817, 772, 832]
crossword-cell[interactable] — [1511, 303, 1529, 321]
serial-banner: ΤΟ ΑΝΑΓΝΩΣΜΑ ΤΗΣ ΕΒΔΟΜΑΔΟΣ — [93, 1660, 357, 1676]
euthymia-section — [820, 1378, 997, 1664]
philosophy-heading: Φιλοσοφία τῶν ἄλλων — [622, 650, 810, 709]
theatres-subheading: ΤΑ ΘΕΑΤΡΑ — [427, 274, 614, 293]
verse-title: ΤΗΣ ΜΑΝΝΑΣ ΜΟΥ — [654, 247, 778, 261]
brotherhood-text: Ἡ ἀδελφότης τῶν ἐκ Μικρᾶς Ἀσίας προσφύγων καλεῖ τά μέλη της εἰς γενικήν συνέλευσιν τήν προσεχῆ Κυριακήν. — [820, 1589, 997, 1642]
crossword-cell[interactable] — [1493, 339, 1511, 357]
crossword-cell[interactable] — [1422, 339, 1440, 357]
cinema-listing: ΕΛΛΗΝΙΣ: «Μόνο γιά σένα». — [427, 1017, 554, 1029]
cinema-listing: ΑΛΚΥΩΝ: «Ὁ ταχυδρόμος». — [427, 666, 550, 678]
sign-dates: ΓΕΝΝΗΘΕΝΤΕΣ ΑΠΟ 23 ΝΟΕΜΒΡΙΟΥ ΜΕΧΡΙ 22 ΔΕΚΕΜΒΡΙΟΥ — [820, 841, 997, 864]
crossword-cell[interactable] — [1404, 321, 1422, 339]
sign-name: ΥΔΡΟΧΟΟΣ — [821, 1043, 870, 1054]
